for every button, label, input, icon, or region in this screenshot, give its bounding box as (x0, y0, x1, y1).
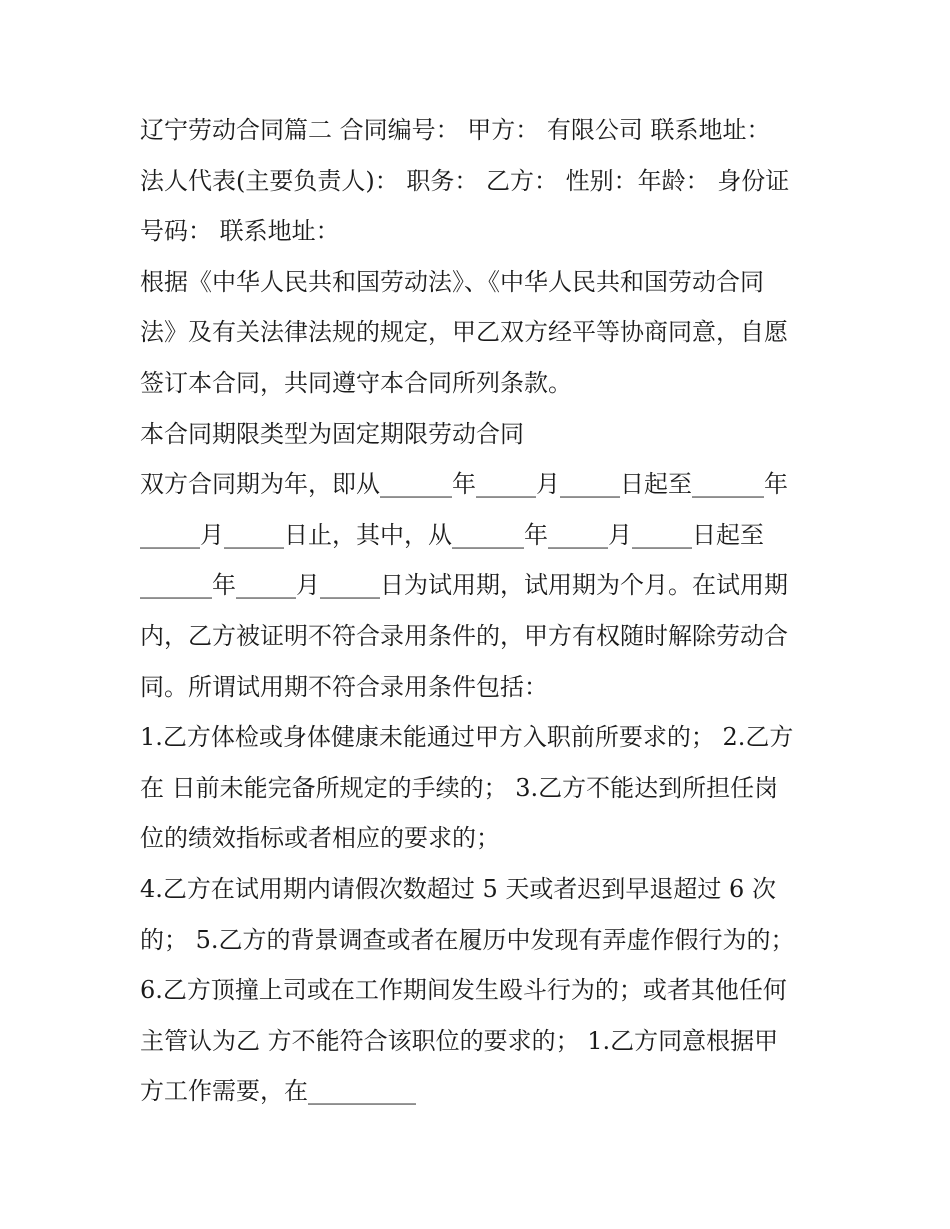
text-line: 法》及有关法律法规的规定，甲乙双方经平等协商同意，自愿 (140, 318, 788, 347)
document-body (140, 105, 820, 1117)
text-line: 同。所谓试用期不符合录用条件包括： (140, 672, 548, 701)
text-line: 主管认为乙 方不能符合该职位的要求的； 1.乙方同意根据甲 (140, 1026, 779, 1055)
text-line: 方工作需要，在_________ (140, 1077, 416, 1106)
text-line: 4.乙方在试用期内请假次数超过 5 天或者迟到早退超过 6 次 (140, 874, 776, 903)
text-line: 双方合同期为年，即从______年_____月_____日起至______年 (140, 470, 788, 499)
text-line: 签订本合同，共同遵守本合同所列条款。 (140, 368, 572, 397)
text-line: 位的绩效指标或者相应的要求的； (140, 824, 500, 853)
text-line: 本合同期限类型为固定期限劳动合同 (140, 419, 524, 448)
text-line: 在 日前未能完备所规定的手续的； 3.乙方不能达到所担任岗 (140, 773, 779, 802)
text-line: 根据《中华人民共和国劳动法》、《中华人民共和国劳动合同 (140, 267, 764, 296)
text-line: 法人代表(主要负责人)： 职务： 乙方： 性别：年龄： 身份证 (140, 166, 790, 195)
text-line: _____月_____日止，其中，从______年_____月_____日起至 (140, 520, 764, 549)
text-line: 的； 5.乙方的背景调查或者在履历中发现有弄虚作假行为的； (140, 925, 795, 954)
text-line: ______年_____月_____日为试用期，试用期为个月。在试用期 (140, 571, 788, 600)
text-line: 内，乙方被证明不符合录用条件的，甲方有权随时解除劳动合 (140, 621, 788, 650)
text-line: 1.乙方体检或身体健康未能通过甲方入职前所要求的； 2.乙方 (140, 723, 794, 752)
text-line: 辽宁劳动合同篇二 合同编号： 甲方： 有限公司 联系地址： (140, 116, 771, 144)
text-line: 6.乙方顶撞上司或在工作期间发生殴斗行为的；或者其他任何 (140, 976, 787, 1005)
text-line: 号码： 联系地址： (140, 217, 340, 246)
